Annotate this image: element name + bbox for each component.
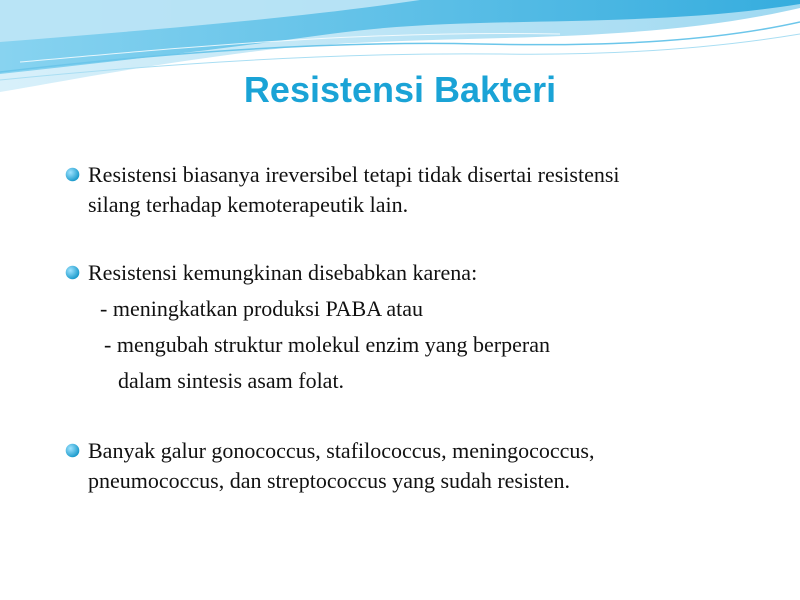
bullet-line: Resistensi kemungkinan disebabkan karena: [88,260,478,285]
bullet-item-3 [88,436,768,496]
sub-item-1: - meningkatkan produksi PABA atau [100,296,424,321]
bullet-line: Banyak galur gonococcus, stafilococcus, meningococcus, [88,438,595,463]
sub-item-2-continuation: dalam sintesis asam folat. [118,368,345,393]
bullet-circle-icon [64,264,81,281]
bullet-circle-icon [64,442,81,459]
bullet-line: Resistensi biasanya ireversibel tetapi tidak disertai resistensi [88,162,620,187]
slide-title: Resistensi Bakteri [243,69,557,110]
sub-item-2: - mengubah struktur molekul enzim yang berperan [104,332,550,357]
bullet-item-1 [88,160,768,220]
bullet-circle-icon [64,166,81,183]
bullet-line: pneumococcus, dan streptococcus yang sudah resisten. [88,468,571,493]
bullet-item-2 [88,258,768,288]
bullet-line: silang terhadap kemoterapeutik lain. [88,192,409,217]
